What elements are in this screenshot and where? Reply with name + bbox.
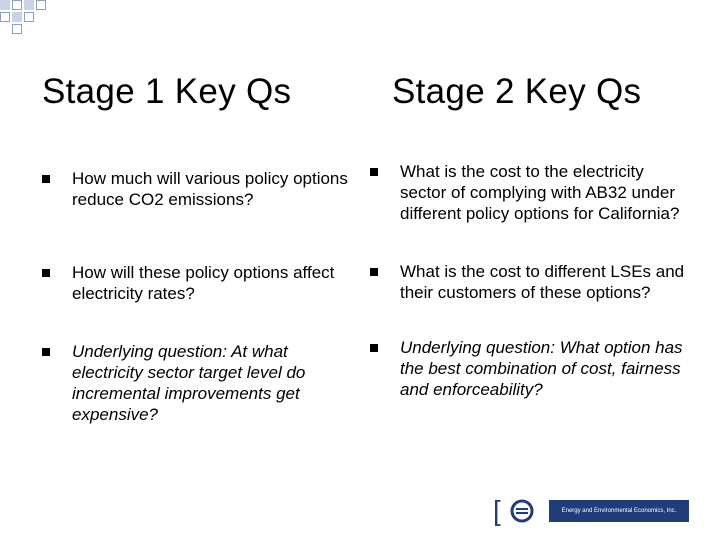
logo-company-name: Energy and Environmental Economics, Inc. — [549, 500, 689, 522]
question-text: What is the cost to different LSEs and their customers of these options? — [400, 262, 685, 302]
deco-square — [36, 0, 46, 10]
square-bullet-icon — [370, 268, 378, 276]
square-bullet-icon — [370, 344, 378, 352]
deco-square — [24, 12, 34, 22]
question-text: How will these policy options affect electricity rates? — [72, 263, 335, 303]
question-text: Underlying question: At what electricity sector target level do incremental improvements get expensive? — [72, 342, 306, 424]
square-bullet-icon — [370, 168, 378, 176]
e3-logo-icon — [509, 499, 535, 523]
company-logo — [493, 496, 693, 526]
deco-square — [0, 12, 10, 22]
stage-1-title: Stage 1 Key Qs — [42, 72, 292, 111]
square-bullet-icon — [42, 348, 50, 356]
corner-decoration — [0, 0, 60, 40]
question-text: What is the cost to the electricity sector of complying with AB32 under different policy options for California? — [400, 162, 680, 223]
deco-square — [12, 12, 22, 22]
deco-square — [12, 0, 22, 10]
deco-square — [12, 24, 22, 34]
deco-square — [0, 0, 10, 10]
square-bullet-icon — [42, 175, 50, 183]
logo-bracket: [ — [493, 495, 501, 526]
question-text: Underlying question: What option has the best combination of cost, fairness and enforceability? — [400, 338, 683, 399]
stage-2-title: Stage 2 Key Qs — [392, 72, 642, 111]
deco-square — [24, 0, 34, 10]
square-bullet-icon — [42, 269, 50, 277]
question-text: How much will various policy options reduce CO2 emissions? — [72, 169, 348, 209]
